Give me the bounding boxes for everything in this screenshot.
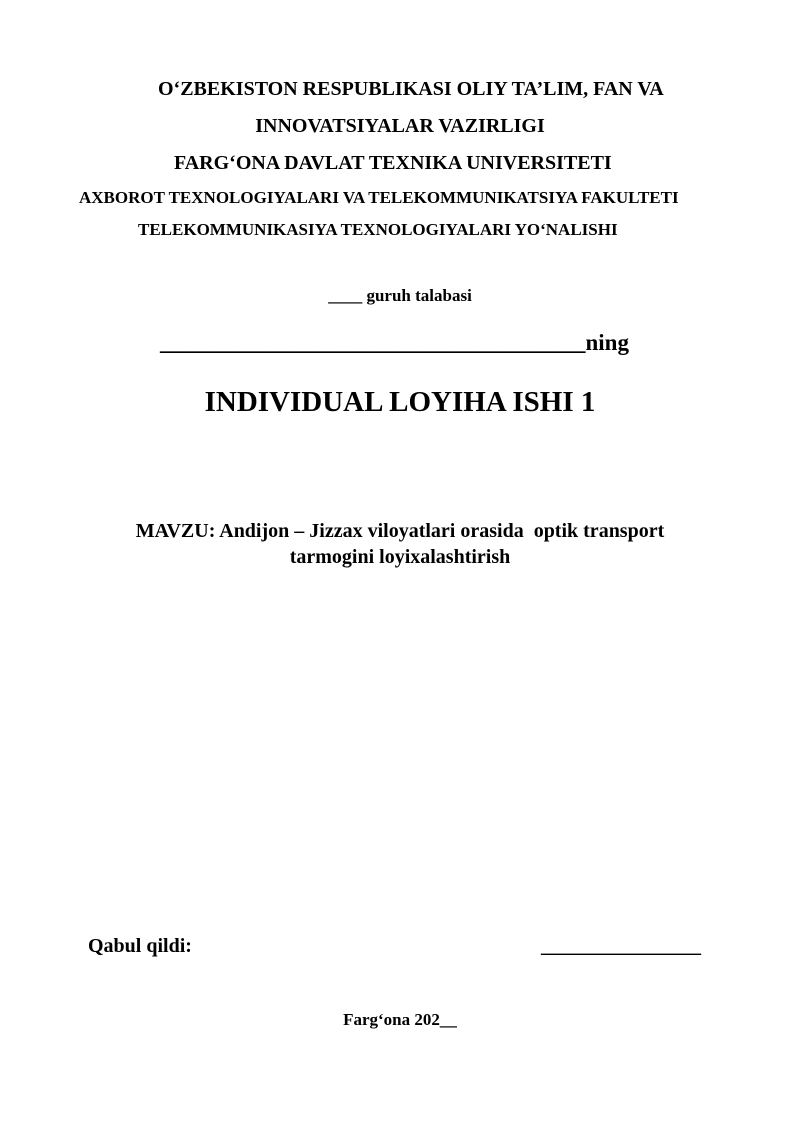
footer-city-year: Farg‘ona 202__ [343,1010,457,1029]
student-name-line: _____________________________________ning [160,330,629,355]
student-group-line: ____ guruh talabasi [328,286,472,305]
signature-blank-line: ________________ [541,935,701,957]
faculty-name: AXBOROT TEXNOLOGIYALARI VA TELEKOMMUNIKATSIYA FAKULTETI [79,188,679,207]
direction-name: TELEKOMMUNIKASIYA TEXNOLOGIYALARI YO‘NALISHI [138,220,618,239]
ministry-name-line-2: INNOVATSIYALAR VAZIRLIGI [255,115,545,137]
topic-line-2: tarmogini loyixalashtirish [289,546,511,568]
university-name: FARG‘ONA DAVLAT TEXNIKA UNIVERSITETI [174,152,612,174]
ministry-name-line-1: O‘ZBEKISTON RESPUBLIKASI OLIY TA’LIM, FAN VA [158,78,664,100]
document-title: INDIVIDUAL LOYIHA ISHI 1 [204,386,596,418]
topic-line-1: MAVZU: Andijon – Jizzax viloyatlari orasida optik transport [135,520,665,542]
accepted-by-label: Qabul qildi: [88,935,192,957]
